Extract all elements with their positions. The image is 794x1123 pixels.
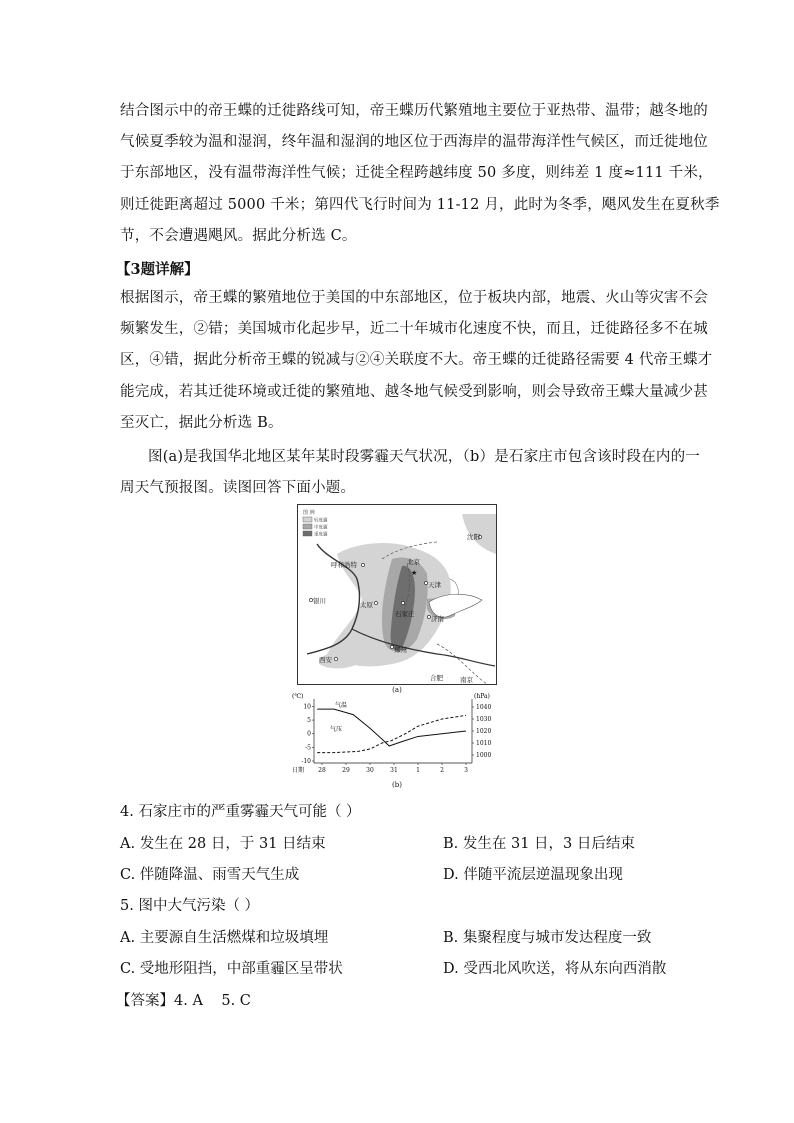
- text-line: 图(a)是我国华北地区某年某时段雾霾天气状况，（b）是石家庄市包含该时段在内的一: [148, 449, 700, 465]
- legend-label: 重度霾: [314, 532, 328, 538]
- right-tick-label: 1010: [476, 740, 492, 747]
- x-tick-label: 30: [366, 767, 374, 774]
- x-tick-label: 2: [440, 767, 444, 774]
- left-tick-label: -5: [305, 744, 311, 752]
- text-line: 节，不会遭遇飓风。据此分析选 C。: [120, 227, 357, 244]
- x-tick-label: 1: [416, 767, 420, 774]
- weather-chart: [290, 691, 500, 791]
- legend-swatch-medium: [303, 524, 312, 529]
- city-label: 合肥: [430, 674, 443, 682]
- q5-option-c: C. 受地形阻挡，中部重霾区呈带状: [120, 961, 343, 977]
- city-label: 太原: [360, 601, 373, 609]
- x-tick-label: 29: [342, 767, 350, 774]
- q5-option-d: D. 受西北风吹送，将从东向西消散: [443, 961, 667, 977]
- left-tick-label: 5: [307, 717, 311, 725]
- chart-series: [317, 701, 466, 753]
- explanation-q2: [120, 96, 720, 252]
- right-tick-label: 1040: [476, 704, 492, 711]
- right-tick-label: 1020: [476, 728, 492, 735]
- legend-title: 图 例: [303, 510, 315, 516]
- q4-option-c: C. 伴随降温、雨雪天气生成: [120, 867, 300, 883]
- city-label: 银川: [313, 597, 326, 605]
- legend-swatch-heavy: [303, 531, 312, 536]
- right-tick-label: 1000: [476, 752, 492, 759]
- city-label: 郑州: [394, 646, 407, 654]
- text-line: 频繁发生，②错；美国城市化起步早，近二十年城市化速度不快，而且，迁徙路径多不在城: [120, 321, 708, 338]
- legend-label: 中度霾: [314, 525, 328, 531]
- q3-header: 【3题详解】: [116, 261, 199, 278]
- city-label: 济南: [431, 615, 444, 623]
- city-label: 呼和浩特: [331, 561, 357, 569]
- figure-caption-b: (b): [392, 781, 402, 789]
- text-line: 于东部地区，没有温带海洋性气候；迁徙全程跨越纬度 50 多度，则纬差 1 度≈111 千米，: [120, 165, 713, 182]
- text-line: 区，④错，据此分析帝王蝶的锐减与②④关联度不大。帝王蝶的迁徙路径需要 4 代帝王蝶才: [120, 352, 713, 369]
- left-tick-label: 10: [303, 703, 311, 711]
- city-label: 西安: [319, 656, 332, 664]
- text-line: 结合图示中的帝王蝶的迁徙路线可知，帝王蝶历代繁殖地主要位于亚热带、温带；越冬地的: [120, 103, 708, 119]
- city-marker: [361, 563, 364, 566]
- city-label: 北京: [407, 558, 420, 566]
- text-line: 周天气预报图。读图回答下面小题。: [120, 480, 356, 497]
- left-tick-label: -10: [301, 758, 311, 765]
- figure-intro: [120, 442, 700, 504]
- q4-stem: 4. 石家庄市的严重雾霾天气可能（ ）: [120, 804, 361, 820]
- q5-option-b: B. 集聚程度与城市发达程度一致: [443, 930, 652, 946]
- x-tick-label: 28: [318, 767, 326, 774]
- legend-swatch-light: [303, 517, 312, 522]
- text-line: 则迁徙距离超过 5000 千米；第四代飞行时间为 11-12 月，此时为冬季，飓风发生在夏秋季: [120, 196, 720, 213]
- x-tick-label: 3: [464, 767, 468, 774]
- q4-option-b: B. 发生在 31 日，3 日后结束: [443, 836, 635, 852]
- left-tick-label: 0: [307, 730, 311, 738]
- capital-star-icon: ★: [411, 569, 418, 577]
- text-line: 能完成，若其迁徙环境或迁徙的繁殖地、越冬地气候受到影响，则会导致帝王蝶大量减少甚: [120, 383, 708, 400]
- city-label: 石家庄: [395, 610, 415, 618]
- right-axis-unit: (hPa): [474, 693, 490, 700]
- city-label: 南京: [460, 676, 473, 684]
- text-line: 至灭亡，据此分析选 B。: [120, 414, 283, 431]
- city-marker: [401, 601, 404, 604]
- haze-map: [297, 504, 497, 688]
- x-axis-title: 日期: [292, 767, 305, 774]
- text-line: 气候夏季较为温和湿润，终年温和湿润的地区位于西海岸的温带海洋性气候区，而迁徙地位: [120, 134, 708, 151]
- left-axis-unit: (℃): [292, 693, 304, 700]
- explanation-q3: [120, 283, 713, 439]
- city-label: 沈阳: [467, 533, 480, 541]
- city-marker: [334, 657, 337, 660]
- legend-label: 轻度霾: [314, 518, 328, 524]
- q4-option-a: A. 发生在 28 日，于 31 日结束: [120, 836, 326, 852]
- figure-caption-a: (a): [392, 686, 402, 694]
- series-label: 气压: [330, 726, 343, 733]
- x-tick-label: 31: [390, 767, 398, 774]
- series-label: 气温: [335, 702, 348, 709]
- text-line: 根据图示，帝王蝶的繁殖地位于美国的中东部地区，位于板块内部，地震、火山等灾害不会: [120, 290, 708, 306]
- right-tick-label: 1030: [476, 716, 492, 723]
- answer-line: 【答案】4. A 5. C: [116, 993, 251, 1009]
- q5-option-a: A. 主要源自生活燃煤和垃圾填埋: [120, 930, 329, 946]
- q5-stem: 5. 图中大气污染（ ）: [120, 898, 260, 914]
- city-label: 天津: [428, 581, 441, 589]
- city-marker: [374, 601, 377, 604]
- q4-option-d: D. 伴随平流层逆温现象出现: [443, 867, 623, 883]
